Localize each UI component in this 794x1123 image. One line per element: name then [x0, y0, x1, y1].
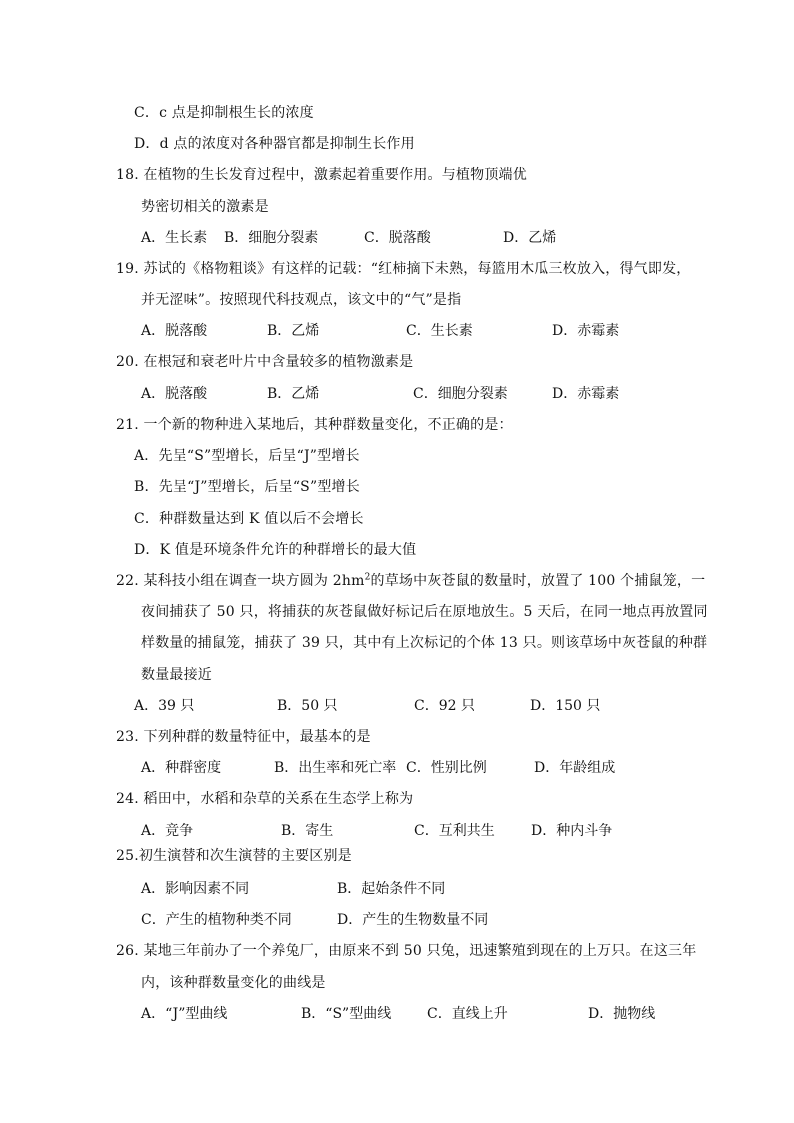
q25-option-d: D．产生的生物数量不同	[337, 912, 489, 928]
q24-option-a: A．竞争	[141, 823, 194, 839]
q21-stem-line1: 21. 一个新的物种进入某地后，其种群数量变化，不正确的是：	[116, 417, 513, 433]
q22-stem-line1-a: 22. 某科技小组在调查一块方圆为 2hm	[116, 573, 365, 589]
q20-stem-line1: 20. 在根冠和衰老叶片中含量较多的植物激素是	[116, 354, 414, 370]
q18-option-c: C．脱落酸	[364, 230, 431, 246]
q22-stem-line1	[116, 572, 705, 590]
q22-stem-line4: 数量最接近	[141, 667, 212, 683]
q19-option-b: B．乙烯	[267, 323, 320, 339]
q23-option-b: B．出生率和死亡率	[274, 760, 397, 776]
q22-stem-line2: 夜间捕获了 50 只，将捕获的灰苍鼠做好标记后在原地放生。5 天后，在同一地点再放置同	[141, 604, 708, 620]
q19-stem-line2: 并无涩味”。按照现代科技观点，该文中的“气”是指	[141, 292, 462, 308]
q24-option-b: B．寄生	[281, 823, 334, 839]
q20-option-c: C．细胞分裂素	[413, 386, 508, 402]
q20-option-b: B．乙烯	[267, 386, 320, 402]
q26-stem-line1: 26. 某地三年前办了一个养兔厂，由原来不到 50 只兔，迅速繁殖到现在的上万只。在这三年	[116, 943, 697, 959]
q26-option-b: B．“S”型曲线	[301, 1006, 392, 1022]
q22-stem-line1-b: 的草场中灰苍鼠的数量时，放置了 100 个捕鼠笼，一	[370, 573, 706, 589]
q19-option-c: C．生长素	[406, 323, 473, 339]
q22-option-d: D．150 只	[530, 698, 601, 714]
q21-option-c: C．种群数量达到 K 值以后不会增长	[134, 511, 364, 527]
q20-option-a: A．脱落酸	[141, 386, 208, 402]
q18-stem-line2: 势密切相关的激素是	[141, 199, 269, 215]
q23-option-a: A．种群密度	[141, 760, 222, 776]
q26-option-a: A．“J”型曲线	[141, 1006, 228, 1022]
q25-option-c: C．产生的植物种类不同	[141, 912, 292, 928]
q22-option-b: B．50 只	[277, 698, 338, 714]
q22-area-superscript: 2	[364, 572, 371, 583]
q24-stem-line1: 24. 稻田中，水稻和杂草的关系在生态学上称为	[116, 791, 414, 807]
q25-option-a: A．影响因素不同	[141, 881, 250, 897]
q22-option-a: A．39 只	[134, 698, 195, 714]
q18-option-a: A．生长素	[141, 230, 208, 246]
q21-option-d: D．K 值是环境条件允许的种群增长的最大值	[134, 542, 417, 558]
q17-option-c: C．c 点是抑制根生长的浓度	[134, 105, 314, 121]
q18-option-d: D．乙烯	[503, 230, 557, 246]
q19-option-a: A．脱落酸	[141, 323, 208, 339]
q26-option-d: D．抛物线	[588, 1006, 656, 1022]
q19-option-d: D．赤霉素	[552, 323, 620, 339]
q23-option-c: C．性别比例	[406, 760, 487, 776]
q17-option-d: D．d 点的浓度对各种器官都是抑制生长作用	[134, 136, 415, 152]
q24-option-d: D．种内斗争	[531, 823, 613, 839]
q18-option-b: B．细胞分裂素	[224, 230, 319, 246]
q18-stem-line1: 18. 在植物的生长发育过程中，激素起着重要作用。与植物顶端优	[116, 167, 527, 183]
q22-option-c: C．92 只	[414, 698, 475, 714]
q20-option-d: D．赤霉素	[552, 386, 620, 402]
q25-option-b: B．起始条件不同	[337, 881, 446, 897]
q21-option-b: B．先呈“J”型增长，后呈“S”型增长	[134, 479, 360, 495]
q24-option-c: C．互利共生	[414, 823, 495, 839]
q25-stem-line1: 25.初生演替和次生演替的主要区别是	[116, 848, 352, 864]
q22-stem-line3: 样数量的捕鼠笼，捕获了 39 只，其中有上次标记的个体 13 只。则该草场中灰苍鼠的种群	[141, 635, 708, 651]
q23-option-d: D．年龄组成	[534, 760, 616, 776]
q26-stem-line2: 内，该种群数量变化的曲线是	[141, 975, 326, 991]
q21-option-a: A．先呈“S”型增长，后呈“J”型增长	[134, 448, 360, 464]
q23-stem-line1: 23. 下列种群的数量特征中，最基本的是	[116, 729, 371, 745]
q19-stem-line1: 19. 苏试的《格物粗谈》有这样的记载：“红柿摘下未熟，每篮用木瓜三枚放入，得气即发，	[116, 261, 691, 277]
q26-option-c: C．直线上升	[427, 1006, 508, 1022]
